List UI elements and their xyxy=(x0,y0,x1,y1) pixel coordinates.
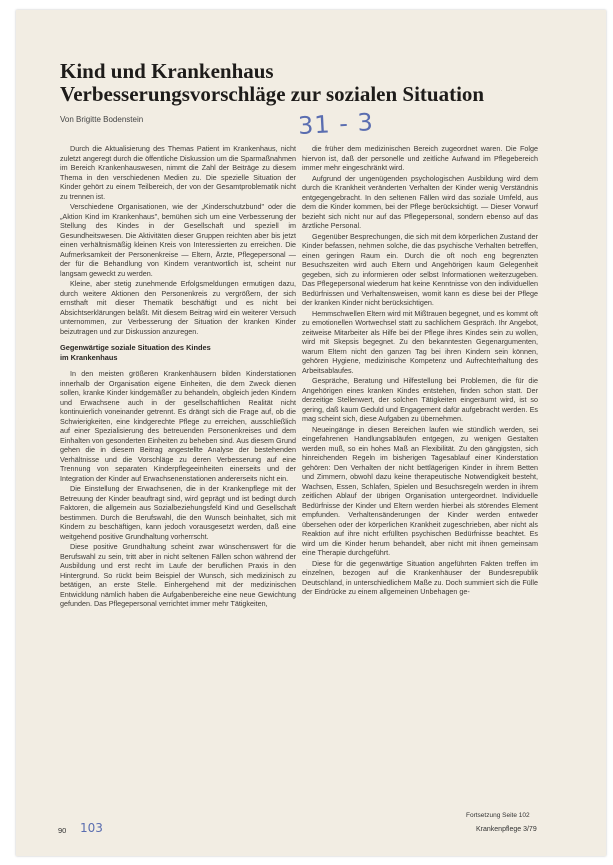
left-column xyxy=(60,144,296,610)
paragraph: Diese positive Grundhaltung scheint zwar wünschenswert für die Berufswahl zu sein, tritt aber in nicht seltenen Fällen schon während der Ausbildung und erst recht im Laufe der beruflichen Praxis in den Hintergrund. So rückt beim Beispiel der Wunsch, sich medizinisch zu betätigen, an erste Stelle. Einhergehend mit der medizinischen Entwicklung nämlich haben die Aufgabenbereiche eine neue Gewichtung gefunden. Das Pflegepersonal verrichtet immer mehr Tätigkeiten, xyxy=(60,542,296,608)
paragraph: Durch die Aktualisierung des Themas Patient im Krankenhaus, nicht zuletzt angeregt durch die öffentliche Diskussion um die Sparmaßnahmen im Bereich Krankenhauswesen, nimmt die Zahl der Beiträge zu diesem Thema in den verschiedenen Medien zu. Die spezielle Situation der Kinder gehört zu einem Teilbereich, der von der Gesamtproblematik nicht zu trennen ist. xyxy=(60,144,296,201)
handwritten-page-number: 103 xyxy=(80,821,103,835)
journal-reference: Krankenpflege 3/79 xyxy=(476,826,537,833)
paragraph: Hemmschwellen Eltern wird mit Mißtrauen begegnet, und es kommt oft zu emotionellen Wortwechsel statt zu sachlichem Gespräch. Ihr Angebot, zeitweise Mitarbeiter als Hilfe bei der Pflege ihres Kindes sein zu wollen, wird mit Skepsis begegnet. Zu den bekanntesten Gegenargumenten, warum Eltern nicht den ganzen Tag bei ihren Kindern sein können, gehören Hygiene, medizinische Kompetenz und Aufrechterhaltung des Arbeitsablaufes. xyxy=(302,308,538,375)
handwritten-annotation: 31 - 3 xyxy=(297,108,375,140)
page-number: 90 xyxy=(58,826,67,835)
paragraph: Gespräche, Beratung und Hilfestellung bei Problemen, die für die Angehörigen eines kranken Kindes entstehen, finden schon statt. Der derzeitige Stellenwert, der solchen Tätigkeiten eingeräumt wird, ist so gering, daß kaum Geduld und Engagement dafür aufgebracht werden. Es mag scheint sich, diese Aufgaben zu übernehmen. xyxy=(302,376,538,423)
title-line-2: Verbesserungsvorschläge zur sozialen Situation xyxy=(60,82,485,106)
section-heading xyxy=(60,343,296,362)
paragraph: Kleine, aber stetig zunehmende Erfolgsmeldungen ermutigen dazu, durch weitere Aktionen den Personenkreis zu vergrößern, der sich ernsthaft mit dieser Thematik beschäftigt und es nicht bei Absichtserklärungen beläßt. Mit diesem Beitrag wird ein weiterer Versuch unternommen, zur Verbesserung der Situation der kranken Kinder beizutragen und zur Diskussion anzuregen. xyxy=(60,279,296,336)
paragraph: Diese für die gegenwärtige Situation angeführten Fakten treffen im einzelnen, bezogen auf die Krankenhäuser der Bundesrepublik Deutschland, in unterschiedlichem Maße zu. Doch summiert sich die Fülle der Eindrücke zu einem allgemeinen Unbehagen ge- xyxy=(302,558,538,596)
article-title xyxy=(60,60,484,106)
author-byline: Von Brigitte Bodenstein xyxy=(60,115,144,124)
paragraph: Die Einstellung der Erwachsenen, die in der Krankenpflege mit der Betreuung der Kinder beauftragt sind, wird geprägt und ist bedingt durch Faktoren, die allgemein aus Sozialbeziehungsfeld Kind und Gesellschaft bestimmen. Durch die Berufswahl, die den Wunsch beinhaltet, sich mit Kindern zu beschäftigen, kann jedoch vorausgesetzt werden, daß eine weitgehend positive Grundhaltung vorherrscht. xyxy=(60,484,296,541)
paragraph: die früher dem medizinischen Bereich zugeordnet waren. Die Folge hiervon ist, daß der personelle und zeitliche Aufwand im Pflegebereich immer mehr eingeschränkt wird. xyxy=(302,144,538,172)
paragraph: Gegenüber Besprechungen, die sich mit dem körperlichen Zustand der Kinder befassen, nehmen solche, die das psychische Verhalten betreffen, einen geringen Raum ein. Durch die oft noch eng begrenzten Besuchszeiten wird auch Eltern und Angehörigen kaum Gelegenheit gegeben, sich zu informieren oder selbst Informationen weiterzugeben. Das Pflegepersonal wiederum hat keine Kenntnisse von den individuellen Bedürfnissen und Verhaltensweisen, womit kann es diese bei der Pflege der kranken Kinder nicht berücksichtigen. xyxy=(302,231,538,307)
paragraph: In den meisten größeren Krankenhäusern bilden Kinderstationen innerhalb der Organisation eigene Einheiten, die dem Zweck dienen sollen, kranke Kinder kindgemäßer zu behandeln, obgleich jeden Kindern und Erwachsene auch in der gesellschaftlichen Realität nicht kontinuierlich voneinander getrennt. Es drängt sich die Frage auf, ob die Schwierigkeiten, eine kindgerechte Pflege zu erreichen, ausschließlich auf einer Spezialisierung des betreuenden Personenkreises und dem Einhalten von gesonderten Einheiten zu beheben sind. Aus diesem Grund gehen die in diesem Beitrag angestellte Analyse der bestehenden Verhältnisse und die Vorschläge zu deren Verbesserung auf eine Trennung von separaten Kinderpflegeeinheiten einerseits und der Integration der Kinder auf Erwachsenenstationen andererseits nicht ein. xyxy=(60,369,296,483)
section-heading-line-2: im Krankenhaus xyxy=(60,352,118,362)
paragraph: Neueingänge in diesen Bereichen laufen wie stündlich werden, sei eingefahrenen Handlungsabläufen entgegen, zu wenigen Gestalten werden muß, so ein hohes Maß an Flexibilität. Zu den gängigsten, sich hinreichenden Regeln im bisherigen Tagesablauf einer Kinderstation gehören: Den Verhalten der nicht bettlägerigen Kinder in ihrem Betten und Zimmern, obwohl dazu keine therapeutische Notwendigkeit besteht, Wachsen, Essen, Schlafen, Spielen und Besuchsregeln werden in ihrem zeitlichen Ablauf der übrigen Organisation untergeordnet. Individuelle Bedürfnisse der Kinder und Eltern werden hierbei als störendes Element empfunden. Verhaltensänderungen der Kinder werden entweder übersehen oder der körperlichen Krankheit zugeschrieben, aber nicht als Reaktion auf ihre nicht erfüllten psychischen Bedürfnisse beachtet. Es wird um die Kinder herum behandelt, aber nicht mit ihnen gemeinsam eine Therapie durchgeführt. xyxy=(302,424,538,557)
paragraph: Aufgrund der ungenügenden psychologischen Ausbildung wird dem durch die Krankheit veränderten Verhalten der Kinder wenig Verständnis entgegengebracht. In den seltenen Fällen wird das soziale Umfeld, aus dem die Kinder kommen, bei der Pflege berücksichtigt. — Dieser Vorwurf bezieht sich nicht nur auf das Pflegepersonal, sondern ebenso auf das ärztliche Personal. xyxy=(302,173,538,230)
title-line-1: Kind und Krankenhaus xyxy=(60,59,274,83)
right-column xyxy=(302,144,538,598)
section-heading-line-1: Gegenwärtige soziale Situation des Kindes xyxy=(60,343,211,352)
paragraph: Verschiedene Organisationen, wie der „Kinderschutzbund" oder die „Aktion Kind im Krankenhaus", bemühen sich um eine Verbesserung der Stellung des Kindes in der Gesellschaft und speziell im Gesundheitswesen. Die Aktivitäten dieser Gruppen reichten aber bis jetzt einen verhältnismäßig kleinen Kreis von Interessierten zu erreichen. Die Aufmerksamkeit der Personenkreise — Eltern, Ärzte, Pflegepersonal — der für die Behandlung von Kindern verantwortlich ist, scheint nur langsam geweckt zu werden. xyxy=(60,202,296,278)
continuation-note: Fortsetzung Seite 102 xyxy=(466,812,530,819)
